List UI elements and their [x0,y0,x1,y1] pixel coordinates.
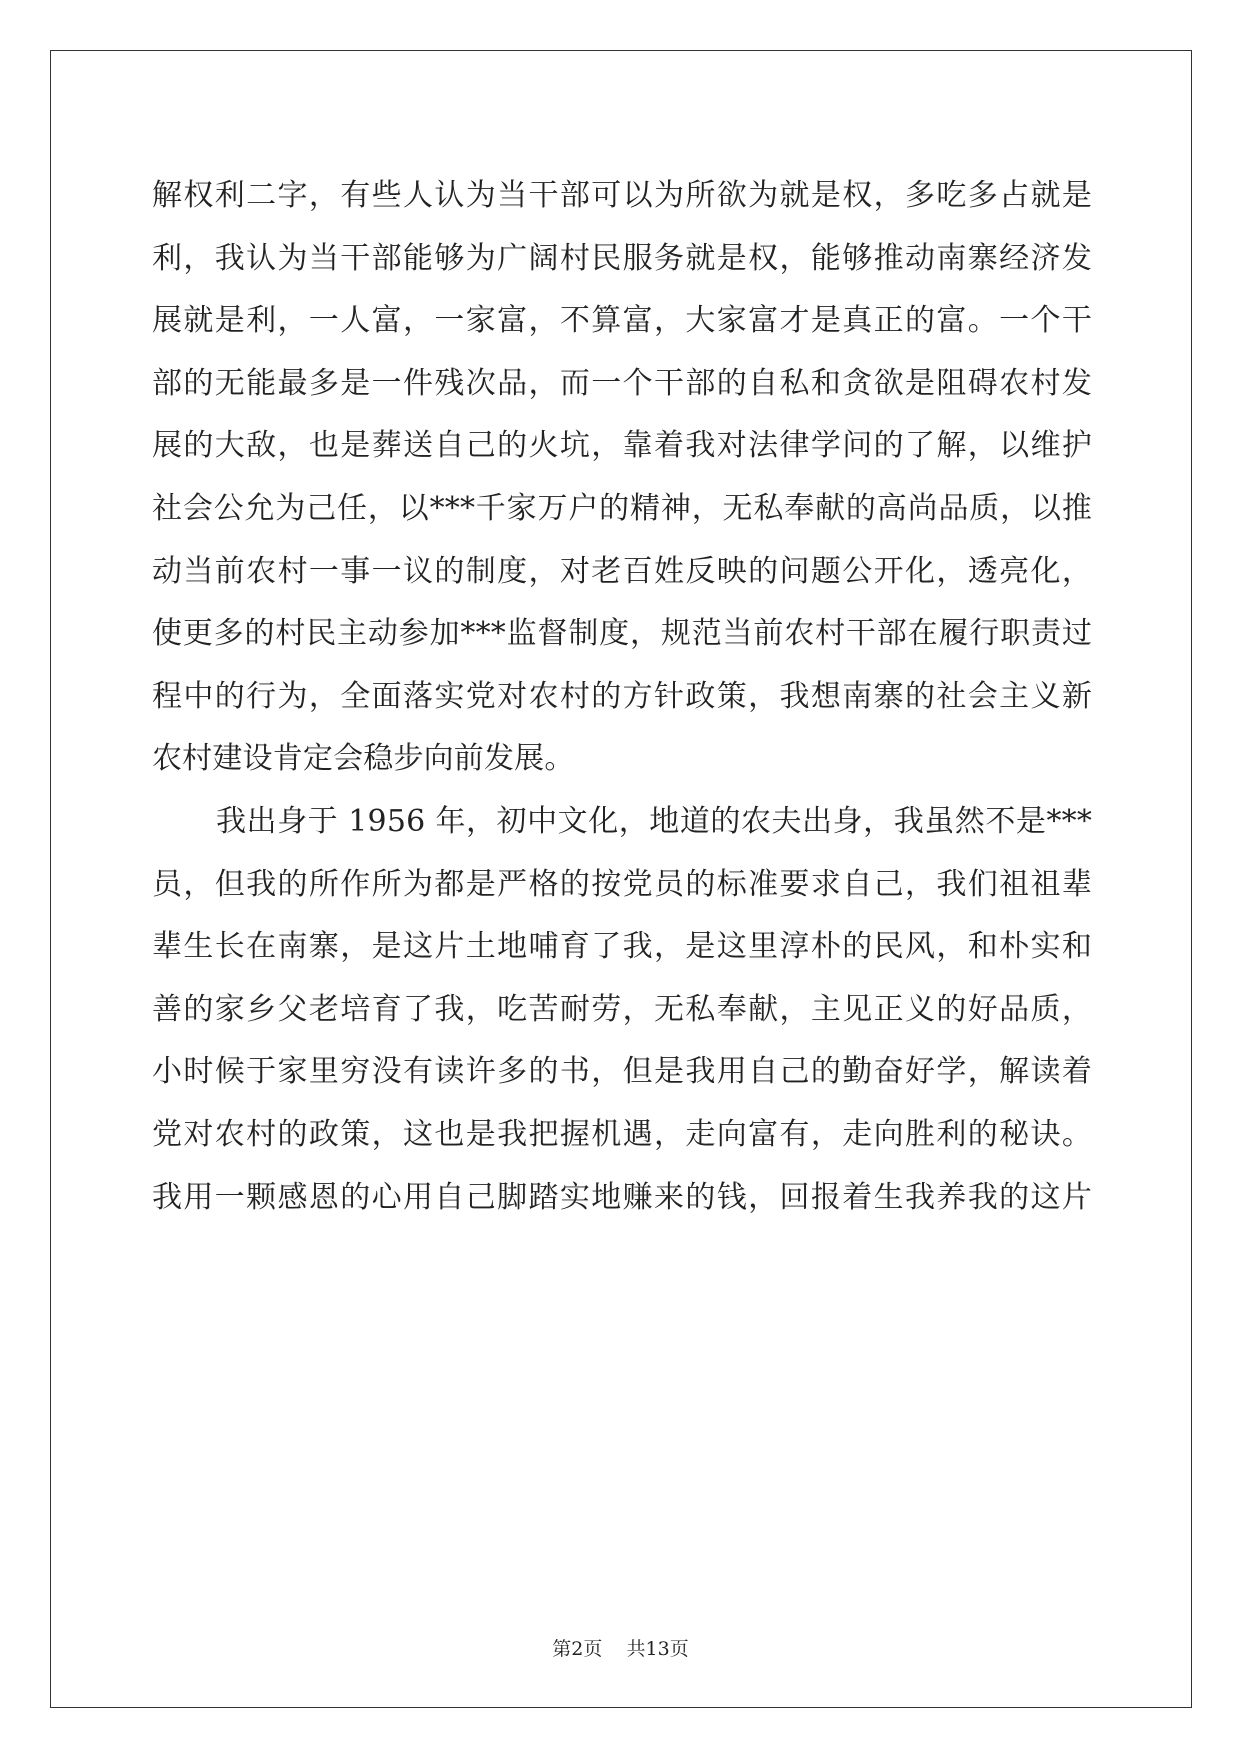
page-number: 第2页 [552,1638,603,1660]
text-line: 党对农村的政策，这也是我把握机遇，走向富有，走向胜利的秘诀。 [152,1116,1092,1152]
paragraph-start-line: 我出身于 1956 年，初中文化，地道的农夫出身，我虽然不是*** [216,803,1092,839]
text-line: 我用一颗感恩的心用自己脚踏实地赚来的钱，回报着生我养我的这片 [152,1179,1092,1215]
text-line: 解权利二字，有些人认为当干部可以为所欲为就是权，多吃多占就是 [152,178,1092,213]
page-footer [0,1634,1241,1661]
text-line: 使更多的村民主动参加***监督制度，规范当前农村干部在履行职责过 [152,616,1092,652]
text-line: 员，但我的所作所为都是严格的按党员的标准要求自己，我们祖祖辈 [152,866,1092,902]
document-body [152,165,1092,1229]
text-line: 程中的行为，全面落实党对农村的方针政策，我想南寨的社会主义新 [152,678,1092,714]
text-line: 辈生长在南寨，是这片土地哺育了我，是这里淳朴的民风，和朴实和 [152,929,1092,965]
text-line: 善的家乡父老培育了我，吃苦耐劳，无私奉献，主见正义的好品质， [152,991,1092,1027]
paragraph-end-line: 农村建设肯定会稳步向前发展。 [152,741,575,777]
text-line: 小时候于家里穷没有读许多的书，但是我用自己的勤奋好学，解读着 [152,1054,1092,1090]
text-line: 展就是利，一人富，一家富，不算富，大家富才是真正的富。一个干 [152,303,1092,339]
text-line: 利，我认为当干部能够为广阔村民服务就是权，能够推动南寨经济发 [152,240,1092,276]
text-line: 动当前农村一事一议的制度，对老百姓反映的问题公开化，透亮化， [152,553,1092,589]
page-total: 共13页 [626,1638,689,1660]
text-line: 部的无能最多是一件残次品，而一个干部的自私和贪欲是阻碍农村发 [152,365,1092,401]
text-line: 社会公允为己任，以***千家万户的精神，无私奉献的高尚品质，以推 [152,490,1092,526]
text-line: 展的大敌，也是葬送自己的火坑，靠着我对法律学问的了解，以维护 [152,428,1092,464]
